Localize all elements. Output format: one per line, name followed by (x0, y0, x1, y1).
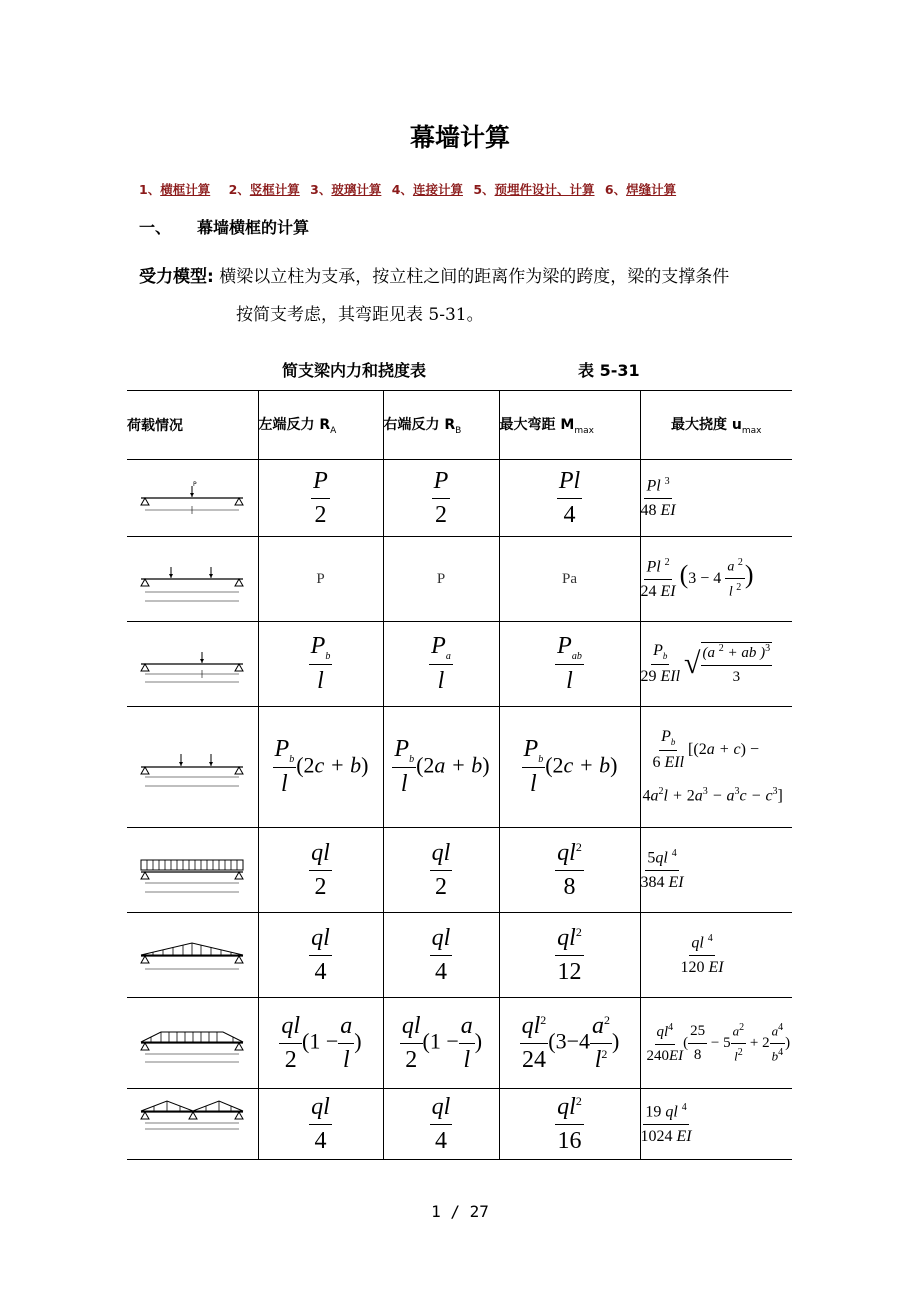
formula-mmax: $\frac{ql^2}{12}$ (499, 913, 640, 998)
header-load-case: 荷载情况 (127, 391, 258, 460)
formula-rb: $\frac{ql}{4}$ (383, 1089, 499, 1160)
section-index: 一、 (139, 218, 172, 237)
nav-link-connection[interactable]: 连接计算 (412, 182, 463, 197)
formula-umax: $\frac{ql^4}{240EI}$ ( $\frac{25}{8}$ − 5 $\frac{a^2}{l^2}$ + 2 $\frac{a^4}{b^4}$ ) (640, 998, 792, 1089)
paragraph-label: 受力模型: (139, 267, 214, 287)
nav-num-1: 1、 (139, 182, 161, 197)
load-diagram-cell (127, 1089, 258, 1160)
formula-ra: $\frac{ql}{4}$ (258, 913, 383, 998)
formula-umax: $\frac{19 ql ^4}{1024 EI}$ (640, 1089, 792, 1160)
formula-mmax: $\frac{Pl}{4}$ (499, 460, 640, 537)
page-number: 1 / 27 (431, 1202, 489, 1221)
beam-diagram-triangular-load (127, 913, 257, 997)
beam-diagram-double-triangular-load (127, 1089, 257, 1159)
formula-rb: $\frac{ql}{2}$ (1 − $\frac{a}{l}$ ) (383, 998, 499, 1089)
table-header-row (127, 391, 792, 460)
load-diagram-cell (127, 460, 258, 537)
formula-ra: P (258, 537, 383, 622)
formula-ra: $\frac{P}{2}$ (258, 460, 383, 537)
formula-umax: $\frac{Pl ^2}{24 EI}$ (3 − 4 $\frac{a ^2}{l ^2}$ ) (640, 537, 792, 622)
table-row (127, 998, 792, 1089)
formula-ra: $\frac{ql}{2}$ (258, 828, 383, 913)
paragraph-line-1 (139, 262, 729, 287)
table-row (127, 1089, 792, 1160)
formula-umax: $\frac{Pl ^3}{48 EI}$ (640, 460, 792, 537)
formula-mmax: $\frac{ql^2}{24}$ (3−4 $\frac{a^2}{l^2}$ ) (499, 998, 640, 1089)
beam-diagram-uniform-load (127, 828, 257, 912)
formula-ra: $\frac{ql}{4}$ (258, 1089, 383, 1160)
formula-umax: $\frac{P_b}{\text{29 EIl}}$ √ $\frac{(a ^2 + ab )^3}{3}$ (640, 622, 792, 707)
nav-num-4: 4、 (391, 182, 413, 197)
nav-link-glass[interactable]: 玻璃计算 (331, 182, 382, 197)
nav-num-2: 2、 (228, 182, 250, 197)
header-max-deflection: 最大挠度 $u_{max}$ (640, 391, 792, 460)
nav-link-vertical-frame[interactable]: 竖框计算 (249, 182, 300, 197)
svg-text:P: P (193, 481, 197, 488)
section-nav (139, 180, 676, 198)
nav-num-3: 3、 (310, 182, 332, 197)
table-number: 表 5-31 (578, 361, 640, 380)
table-row (127, 460, 792, 537)
nav-num-6: 6、 (604, 182, 627, 197)
formula-mmax: $\frac{ql^2}{8}$ (499, 828, 640, 913)
table-row (127, 828, 792, 913)
beam-formula-table (127, 390, 792, 1160)
load-diagram-cell (127, 828, 258, 913)
table-row (127, 537, 792, 622)
formula-rb: $\frac{P_a}{l}$ (383, 622, 499, 707)
formula-ra: $\frac{P_b}{l}$ (2c + b) (258, 707, 383, 828)
beam-diagram-eccentric-load (127, 622, 257, 706)
nav-link-horizontal-frame[interactable]: 横框计算 (160, 182, 211, 197)
formula-mmax: $\frac{P_{ab}}{l}$ (499, 622, 640, 707)
formula-rb: $\frac{ql}{2}$ (383, 828, 499, 913)
formula-umax: $\frac{P_b}{\text{6 EIl}}$ [(2a + c) − $4a^2l + 2a^3 - a^3c - c^3$] (640, 707, 792, 828)
table-row (127, 707, 792, 828)
formula-mmax: Pa (499, 537, 640, 622)
load-diagram-cell (127, 913, 258, 998)
beam-diagram-central-load (127, 460, 257, 536)
beam-diagram-trapezoidal-load (127, 998, 257, 1088)
formula-rb: $\frac{ql}{4}$ (383, 913, 499, 998)
formula-ra: $\frac{P_b}{l}$ (258, 622, 383, 707)
load-diagram-cell (127, 998, 258, 1089)
table-caption-text: 简支梁内力和挠度表 (282, 361, 427, 380)
header-right-reaction: 右端反力 $R_B$ (383, 391, 499, 460)
load-diagram-cell (127, 537, 258, 622)
page-title: 幕墙计算 (409, 123, 510, 152)
formula-mmax: $\frac{ql^2}{16}$ (499, 1089, 640, 1160)
beam-diagram-two-loads (127, 537, 257, 621)
paragraph-line-2: 按简支考虑，其弯距见表 5-31。 (236, 305, 484, 325)
table-row (127, 913, 792, 998)
paragraph-text-1: 横梁以立柱为支承，按立柱之间的距离作为梁的跨度，梁的支撑条件 (219, 267, 730, 287)
nav-num-5: 5、 (473, 182, 495, 197)
formula-umax: $\frac{5ql ^4}{384 EI}$ (640, 828, 792, 913)
formula-umax: $\frac{ql ^4}{120 EI}$ (640, 913, 792, 998)
header-left-reaction: 左端反力 $R_A$ (258, 391, 383, 460)
header-max-moment: 最大弯距 $M_{max}$ (499, 391, 640, 460)
load-diagram-cell (127, 622, 258, 707)
formula-rb: $\frac{P_b}{l}$ (2a + b) (383, 707, 499, 828)
table-row (127, 622, 792, 707)
load-diagram-cell (127, 707, 258, 828)
nav-link-embedded-parts[interactable]: 预埋件设计、计算 (494, 182, 595, 197)
section-heading-text: 幕墙横框的计算 (197, 218, 310, 237)
formula-mmax: $\frac{P_b}{l}$ (2c + b) (499, 707, 640, 828)
nav-link-weld[interactable]: 焊缝计算 (626, 182, 677, 197)
table-caption (282, 358, 640, 381)
section-heading (139, 215, 309, 238)
formula-ra: $\frac{ql}{2}$ (1 − $\frac{a}{l}$ ) (258, 998, 383, 1089)
formula-rb: P (383, 537, 499, 622)
beam-diagram-two-asymmetric-loads (127, 707, 257, 827)
formula-rb: $\frac{P}{2}$ (383, 460, 499, 537)
